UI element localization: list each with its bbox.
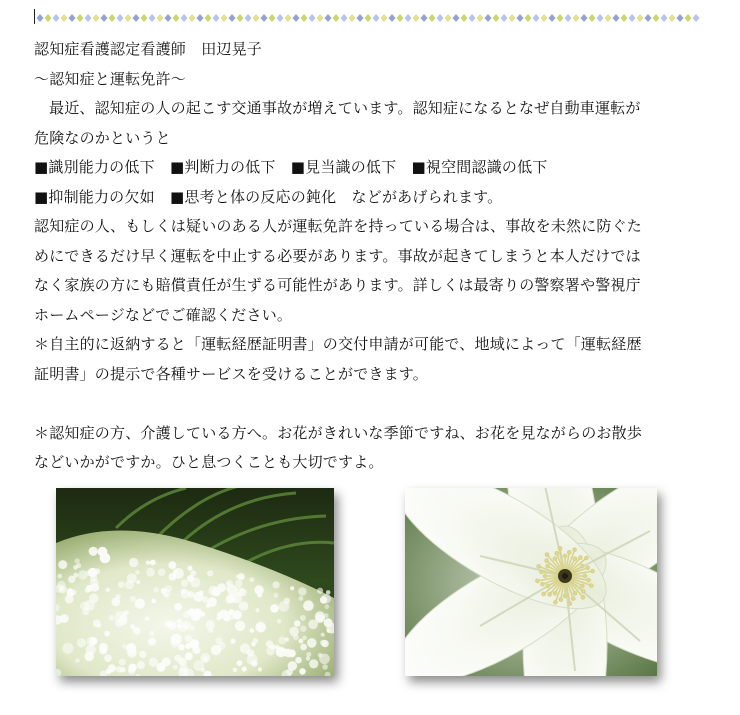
border-diamond xyxy=(229,14,236,22)
paragraph-line: ホームページなどでご確認ください。 xyxy=(34,305,293,324)
border-diamond xyxy=(349,14,356,22)
border-diamond xyxy=(493,14,500,22)
border-diamond xyxy=(221,14,228,22)
border-diamond xyxy=(69,14,76,22)
border-diamond xyxy=(509,14,516,22)
border-diamond xyxy=(309,14,316,22)
border-diamond xyxy=(101,14,108,22)
border-diamond xyxy=(365,14,372,22)
border-diamond xyxy=(597,14,604,22)
photo-right xyxy=(405,488,657,676)
border-diamond xyxy=(93,14,100,22)
border-diamond xyxy=(245,14,252,22)
border-diamond xyxy=(149,14,156,22)
border-diamond xyxy=(389,14,396,22)
border-diamond xyxy=(85,14,92,22)
photo-left xyxy=(56,488,334,676)
border-diamond xyxy=(501,14,508,22)
border-diamond xyxy=(621,14,628,22)
border-diamond xyxy=(77,14,84,22)
border-diamond xyxy=(381,14,388,22)
border-diamond xyxy=(357,14,364,22)
border-diamond xyxy=(141,14,148,22)
border-diamond xyxy=(285,14,292,22)
border-diamond xyxy=(605,14,612,22)
note-line: ＊自主的に返納すると「運転経歴証明書」の交付申請が可能で、地域によって「運転経歴 xyxy=(34,335,642,353)
border-diamond xyxy=(373,14,380,22)
border-diamond xyxy=(541,14,548,22)
border-diamond xyxy=(117,14,124,22)
subtitle: ～認知症と運転免許～ xyxy=(34,69,187,88)
paragraph-line: 最近、認知症の人の起こす交通事故が増えています。認知症になるとなぜ自動車運転が xyxy=(49,99,641,117)
border-diamond xyxy=(413,14,420,22)
paragraph-line: 危険なのかというと xyxy=(34,128,171,147)
border-diamond xyxy=(197,14,204,22)
border-diamond xyxy=(661,14,668,22)
border-diamond xyxy=(637,14,644,22)
border-diamond xyxy=(557,14,564,22)
border-diamond xyxy=(341,14,348,22)
border-diamond xyxy=(437,14,444,22)
border-diamond xyxy=(133,14,140,22)
border-diamond xyxy=(61,14,68,22)
border-diamond xyxy=(37,14,44,22)
border-diamond xyxy=(453,14,460,22)
border-diamond xyxy=(45,14,52,22)
blank-line xyxy=(34,389,724,419)
border-diamond xyxy=(629,14,636,22)
border-diamond xyxy=(189,14,196,22)
message-line: などいかがですか。ひと息つくことも大切ですよ。 xyxy=(34,453,384,471)
border-diamond xyxy=(165,14,172,22)
border-diamond xyxy=(205,14,212,22)
border-diamond xyxy=(573,14,580,22)
border-diamond xyxy=(613,14,620,22)
border-diamond xyxy=(253,14,260,22)
document-body xyxy=(34,35,724,478)
border-diamond xyxy=(525,14,532,22)
border-diamond xyxy=(669,14,676,22)
decorative-border xyxy=(36,13,700,23)
border-diamond xyxy=(181,14,188,22)
border-diamond xyxy=(645,14,652,22)
border-diamond xyxy=(485,14,492,22)
border-diamond xyxy=(333,14,340,22)
border-diamond xyxy=(445,14,452,22)
border-diamond xyxy=(125,14,132,22)
border-diamond xyxy=(293,14,300,22)
border-diamond xyxy=(421,14,428,22)
note-line: 証明書」の提示で各種サービスを受けることができます。 xyxy=(34,364,429,383)
border-diamond xyxy=(589,14,596,22)
border-diamond xyxy=(269,14,276,22)
border-diamond xyxy=(173,14,180,22)
border-diamond xyxy=(677,14,684,22)
border-diamond xyxy=(581,14,588,22)
border-diamond xyxy=(653,14,660,22)
border-diamond xyxy=(461,14,468,22)
border-diamond xyxy=(157,14,164,22)
border-diamond xyxy=(565,14,572,22)
border-diamond xyxy=(693,14,700,22)
border-diamond xyxy=(317,14,324,22)
border-diamond xyxy=(469,14,476,22)
author-line: 認知症看護認定看護師 田辺晃子 xyxy=(34,40,263,58)
border-diamond xyxy=(429,14,436,22)
paragraph-line: なく家族の方にも賠償責任が生ずる可能性があります。詳しくは最寄りの警察署や警視庁 xyxy=(34,276,641,294)
border-diamond xyxy=(517,14,524,22)
border-diamond xyxy=(533,14,540,22)
border-diamond xyxy=(685,14,692,22)
border-diamond xyxy=(397,14,404,22)
border-diamond xyxy=(549,14,556,22)
bullet-line: ■識別能力の低下 ■判断力の低下 ■見当識の低下 ■視空間認識の低下 xyxy=(34,158,548,176)
border-diamond xyxy=(261,14,268,22)
paragraph-line: 認知症の人、もしくは疑いのある人が運転免許を持っている場合は、事故を未然に防ぐた xyxy=(34,217,643,235)
border-diamond xyxy=(213,14,220,22)
border-diamond xyxy=(237,14,244,22)
border-diamond xyxy=(477,14,484,22)
border-diamond xyxy=(301,14,308,22)
border-diamond xyxy=(325,14,332,22)
paragraph-line: めにできるだけ早く運転を中止する必要があります。事故が起きてしまうと本人だけでは xyxy=(34,246,641,265)
message-line: ＊認知症の方、介護している方へ。お花がきれいな季節ですね、お花を見ながらのお散歩 xyxy=(34,423,643,442)
border-diamond xyxy=(405,14,412,22)
text-cursor xyxy=(34,9,35,24)
bullet-line: ■抑制能力の欠如 ■思考と体の反応の鈍化 などがあげられます。 xyxy=(34,187,503,206)
border-diamond xyxy=(277,14,284,22)
border-diamond xyxy=(53,14,60,22)
border-diamond xyxy=(109,14,116,22)
